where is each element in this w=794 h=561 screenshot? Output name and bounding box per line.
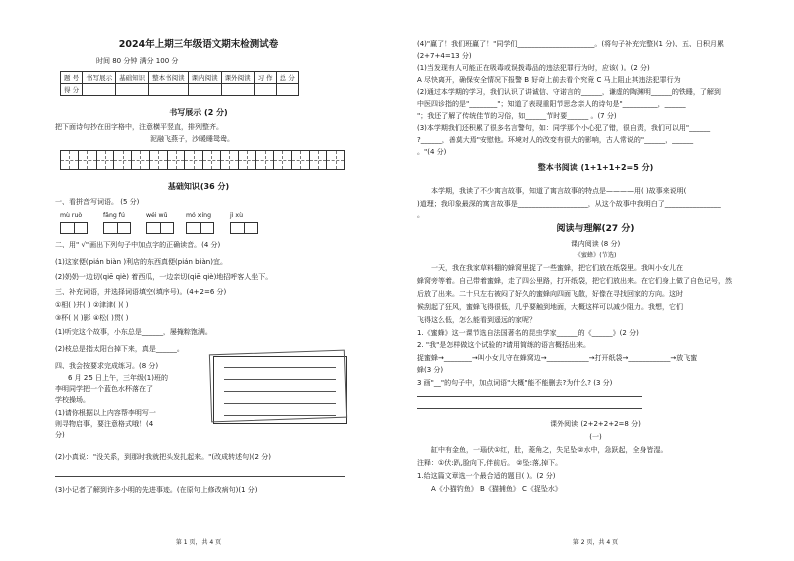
classical-notes: 注释：①伏:趴,脸向下,伴前后。 ②坠:落,掉下。 <box>417 459 563 467</box>
question-3-row-1: ①相( )并( ) ②津津( )( ) <box>55 301 129 309</box>
reading-question-1: 1.《蜜蜂》这一课节选自法国著名的昆虫学家______的《______》(2 分) <box>417 329 639 337</box>
page-footer-right: 第 2 页，共 4 页 <box>572 539 619 546</box>
classical-text: 缸中有金鱼，一瑙伏①红，肚，菱角之，失足坠②水中，急跃起，全身皆湿。 <box>431 446 668 454</box>
pinyin-1: mù ruò <box>60 212 83 219</box>
reading-title: 《蜜蜂》(节选) <box>574 252 617 259</box>
passage-line-2: 蜂窝旁等着。自己带着蜜蜂，走了四公里路，打开纸袋，把它们放出来。在它们身上做了自色记号，然 <box>417 277 732 285</box>
question-3: 三、补充词语，并选择词语填空(填序号)。(4+2=6 分) <box>55 288 227 296</box>
answer-line[interactable] <box>417 396 642 397</box>
score-cell[interactable] <box>221 84 254 96</box>
writing-poem: 泥融飞燕子，沙暖睡鸳鸯。 <box>150 135 234 143</box>
section-heading-basics: 基础知识(36 分) <box>167 182 230 191</box>
reading-question-2-line-2: 蜂(3 分) <box>417 366 444 374</box>
score-header: 题 号 <box>61 72 83 84</box>
right-line-10: 。"(4 分) <box>417 148 447 156</box>
answer-line[interactable] <box>417 408 642 409</box>
score-header: 课外阅读 <box>221 72 254 84</box>
reading-question-2-line: 捉蜜蜂→________→叫小女儿守在蜂窝边→____________→打开纸袋→____________→放飞蜜 <box>417 354 698 362</box>
question-4-sub-3: 分) <box>55 431 65 439</box>
writing-instruction: 把下面诗句抄在田字格中，注意横平竖直，排列整齐。 <box>55 123 223 131</box>
pinyin-4: mó xíng <box>186 212 212 219</box>
score-cell[interactable] <box>188 84 221 96</box>
section-heading-reading: 阅读与理解(27 分) <box>556 224 635 234</box>
score-cell[interactable] <box>149 84 189 96</box>
book-line-2: )道理；我印象最深的寓言故事是____________________，从这个故事中我明白了________________ <box>417 200 721 208</box>
question-2-2: (2)奶奶一边切(qiē qiè) 着西瓜，一边亲切(qiē qiè)地招呼客人坐下。 <box>55 273 273 281</box>
answer-box-3[interactable] <box>146 222 174 234</box>
reading-sub-heading: 课内阅读 (8 分) <box>570 240 621 248</box>
score-header: 基础知识 <box>116 72 149 84</box>
score-table-score-row <box>61 84 299 96</box>
question-4-text-2: 李明同学把一个蓝色水杯落在了 <box>55 385 153 393</box>
reading-question-3: 3 画"__"的句子中，加点词语"大概"能不能删去?为什么? (3 分) <box>417 379 613 387</box>
question-4-sub-4: (2)小真说："没关系，到那时我就把头发扎起来。"(改成转述句)(2 分) <box>55 453 271 461</box>
score-header: 书写展示 <box>83 72 116 84</box>
right-line-9: ?______，善莫大焉"安慰他。环境对人的改变有很大的影响，古人常说的"______，______ <box>417 136 694 144</box>
question-4-text-1: 6 月 25 日上午，三年级(1)班的 <box>68 374 168 382</box>
answer-box-4[interactable] <box>186 222 214 234</box>
answer-box-2[interactable] <box>103 222 131 234</box>
score-header: 总 分 <box>276 72 298 84</box>
passage-line-5: 飞得这么低，怎么能看到遥远的家呢？ <box>417 316 536 324</box>
right-line-5: (2)通过本学期的学习，我们认识了讲诚信、守诺言的______，谦虚的陶渊明______的铁睡，了解到 <box>417 88 721 96</box>
passage-line-3: 后放了出来。二十只左右被闷了好久的蜜蜂向四面飞散，好像在寻找回家的方向。这时 <box>417 290 683 298</box>
score-header: 整本书阅读 <box>149 72 189 84</box>
question-2-1: (1)这家便(pián biàn )利店的东西真便(pián biàn)宜。 <box>55 258 227 266</box>
score-cell[interactable] <box>276 84 298 96</box>
question-4-text-3: 学校操场。 <box>55 396 90 404</box>
extra-question-1: 1.给这篇文章选一个最合适的题目( )。(2 分) <box>417 472 556 480</box>
pinyin-2: fǎng fú <box>103 212 125 219</box>
question-2: 二、用" √"画出下列句子中加点字的正确读音。(4 分) <box>55 241 221 249</box>
reading-question-2: 2. "我"是怎样做这个试验的?请用简练的语言概括出来。 <box>417 341 591 349</box>
right-line-8: (3)本学期我们还积累了很多名言警句，如：同学那个小心犯了错，很自责，我们可以用"______ <box>417 124 711 132</box>
score-table <box>60 71 299 96</box>
tianzige-grid[interactable] <box>60 150 345 170</box>
question-3-1: (1)听完这个故事，小东总是______，屡掩粽饱满。 <box>55 328 212 336</box>
passage-line-4: 候刮起了狂风，蜜蜂飞得很低，几乎要触到地面，大概这样可以减少阻力。我想，它们 <box>417 303 683 311</box>
section-heading-book: 整本书阅读 (1+1+1+2=5 分) <box>537 163 654 172</box>
lost-notice-writing-area[interactable] <box>213 356 347 424</box>
answer-box-1[interactable] <box>60 222 88 234</box>
question-4-sub-5: (3)小记者了解到许多小明的先进事迹。(在原句上修改病句)(1 分) <box>55 486 258 494</box>
exam-title: 2024年上期三年级语文期末检测试卷 <box>118 39 279 50</box>
score-header: 习 作 <box>254 72 276 84</box>
score-cell[interactable] <box>83 84 116 96</box>
score-row-label: 得 分 <box>61 84 83 96</box>
pinyin-5: jì xù <box>230 212 243 219</box>
book-line-3: 。 <box>417 211 424 219</box>
question-3-row-2: ③杯( )( )影 ④松( )贯( ) <box>55 314 129 322</box>
question-4-sub-1: (1)请你根据以上内容帮李明写一 <box>55 409 156 417</box>
extra-question-1-options: A《小猫钓鱼》 B《猫捕鱼》 C《捉坠水》 <box>431 485 562 493</box>
pinyin-3: wéi wǔ <box>146 212 168 219</box>
score-cell[interactable] <box>254 84 276 96</box>
right-line-6: 中医四诊指的是"________"；知道了表现重阳节思念亲人的诗句是"__________，______ <box>417 100 686 108</box>
right-line-1: (4)"赢了！我们班赢了！"同学们______________________。(将句子补充完整)(1 分)、五、日积月累 <box>417 40 724 48</box>
right-line-7: "；我还了解了传统佳节的习俗，如______节时要______ 。(7 分) <box>417 112 617 120</box>
page-footer-left: 第 1 页，共 4 页 <box>175 539 222 546</box>
question-1: 一、看拼音写词语。 (5 分) <box>55 198 140 206</box>
question-4-sub-2: 则寻物启事，要注意格式哦！(4 <box>55 420 154 428</box>
book-line-1: 本学期，我读了不少寓言故事，知道了寓言故事的特点是————用( )故事来说明( <box>431 187 687 195</box>
right-line-3: (1)当发现有人可能正在吸毒或误拨毒品的违法犯罪行为时，应该( )。(2 分) <box>417 64 650 72</box>
question-4: 四、我会按要求完成练习。(8 分) <box>55 362 159 370</box>
score-header: 课内阅读 <box>188 72 221 84</box>
answer-box-5[interactable] <box>230 222 258 234</box>
score-table-header-row <box>61 72 299 84</box>
extra-reading-heading: 课外阅读 (2+2+2+2=8 分) <box>550 420 641 428</box>
exam-meta: 时间 80 分钟 满分 100 分 <box>96 57 179 65</box>
section-heading-writing: 书写展示 (2 分) <box>169 108 228 117</box>
extra-reading-number: (一) <box>589 433 602 441</box>
passage-line-1: 一天，我在我家草料棚的蜂窝里捉了一些蜜蜂，把它们放在纸袋里。我叫小女儿在 <box>431 264 683 272</box>
question-3-2: (2)枝总是指太阳台掉下来，真是______。 <box>55 345 184 353</box>
page-right <box>397 0 794 561</box>
right-line-2: (2+7+4=13 分) <box>417 52 472 60</box>
answer-line[interactable] <box>55 476 345 477</box>
score-cell[interactable] <box>116 84 149 96</box>
right-line-4: A 尽快离开，确保安全情况下报警 B 好奇上前去看个究竟 C 马上阻止其违法犯罪行为 <box>417 76 681 84</box>
